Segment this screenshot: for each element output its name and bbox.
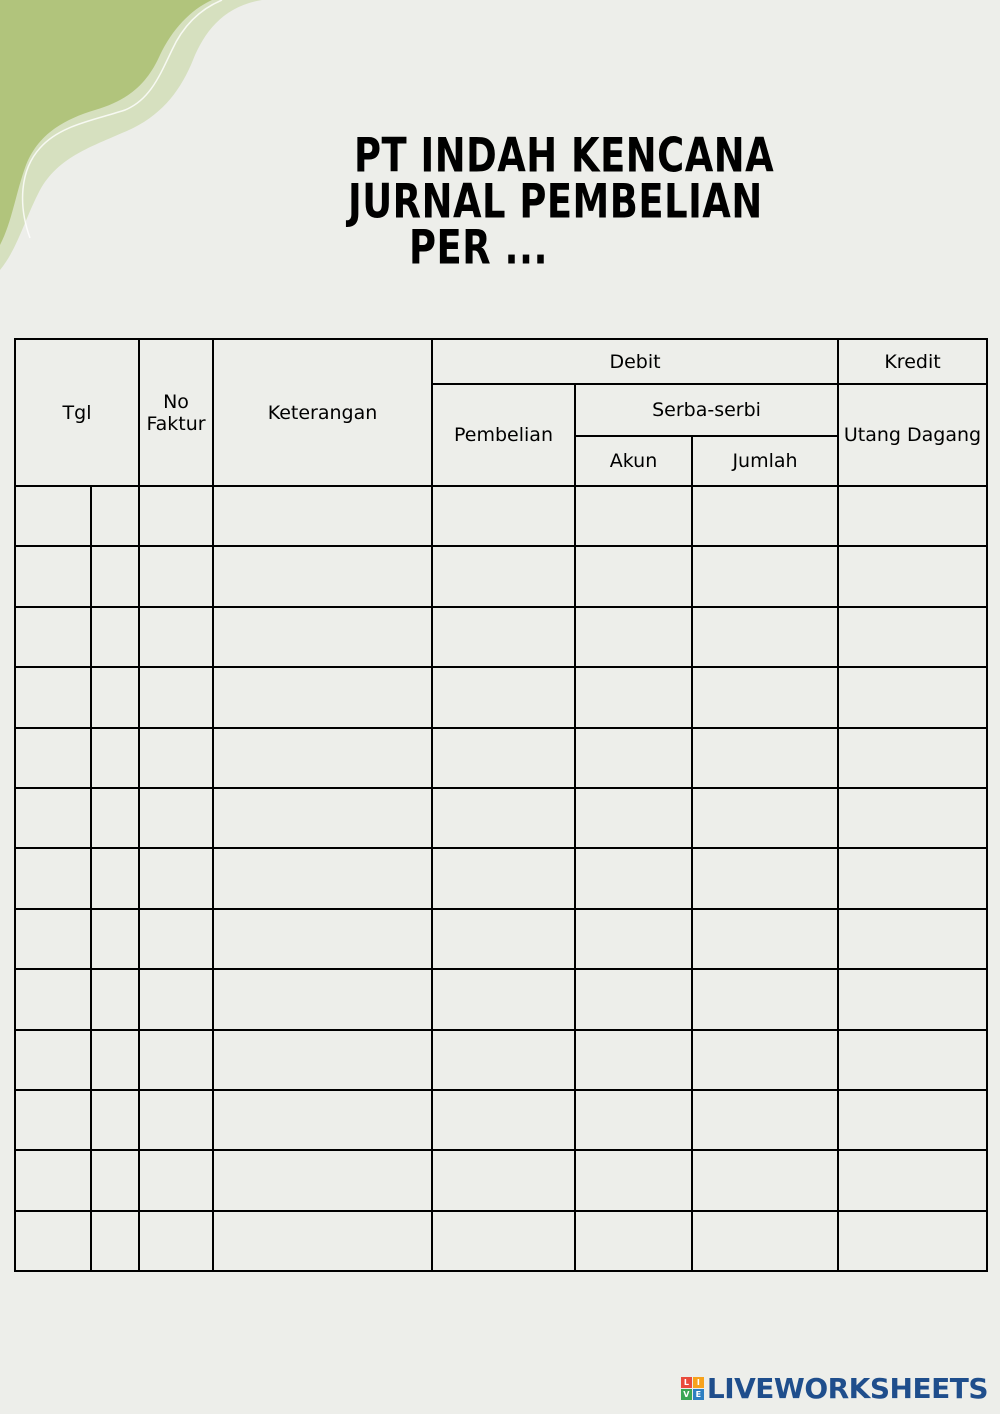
tgl-day-cell[interactable] — [91, 486, 139, 546]
jumlah-cell[interactable] — [692, 1030, 838, 1090]
journal-row — [15, 1090, 987, 1150]
jumlah-cell[interactable] — [692, 909, 838, 969]
tgl-day-cell[interactable] — [91, 788, 139, 848]
no-faktur-cell[interactable] — [139, 1211, 213, 1271]
utang-dagang-cell[interactable] — [838, 1090, 987, 1150]
journal-row — [15, 848, 987, 908]
akun-cell[interactable] — [575, 1030, 692, 1090]
jumlah-cell[interactable] — [692, 486, 838, 546]
header-keterangan: Keterangan — [213, 339, 432, 486]
keterangan-cell[interactable] — [213, 848, 432, 908]
akun-cell[interactable] — [575, 1150, 692, 1210]
header-jumlah: Jumlah — [692, 436, 838, 486]
no-faktur-cell[interactable] — [139, 909, 213, 969]
pembelian-cell[interactable] — [432, 909, 575, 969]
tgl-day-cell[interactable] — [91, 1090, 139, 1150]
jumlah-cell[interactable] — [692, 667, 838, 727]
tgl-day-cell[interactable] — [91, 848, 139, 908]
akun-cell[interactable] — [575, 969, 692, 1029]
liveworksheets-brand: LIVEWORKSHEETS — [706, 1372, 988, 1405]
liveworksheets-logo-icon — [681, 1377, 704, 1400]
utang-dagang-cell[interactable] — [838, 1030, 987, 1090]
jumlah-cell[interactable] — [692, 788, 838, 848]
akun-cell[interactable] — [575, 667, 692, 727]
pembelian-cell[interactable] — [432, 1211, 575, 1271]
tgl-day-cell[interactable] — [91, 546, 139, 606]
keterangan-cell[interactable] — [213, 667, 432, 727]
no-faktur-cell[interactable] — [139, 486, 213, 546]
utang-dagang-cell[interactable] — [838, 848, 987, 908]
no-faktur-cell[interactable] — [139, 1090, 213, 1150]
tgl-month-cell[interactable] — [15, 1211, 91, 1271]
utang-dagang-cell[interactable] — [838, 607, 987, 667]
akun-cell[interactable] — [575, 788, 692, 848]
header-pembelian: Pembelian — [432, 384, 575, 486]
akun-cell[interactable] — [575, 848, 692, 908]
utang-dagang-cell[interactable] — [838, 1211, 987, 1271]
logo-letter-tile: I — [693, 1377, 704, 1388]
akun-cell[interactable] — [575, 1211, 692, 1271]
logo-letter-tile: V — [681, 1389, 692, 1400]
header-akun: Akun — [575, 436, 692, 486]
jumlah-cell[interactable] — [692, 1150, 838, 1210]
journal-row — [15, 788, 987, 848]
pembelian-cell[interactable] — [432, 728, 575, 788]
pembelian-cell[interactable] — [432, 486, 575, 546]
journal-row — [15, 546, 987, 606]
corner-wave-decoration — [0, 0, 270, 280]
tgl-month-cell[interactable] — [15, 969, 91, 1029]
jumlah-cell[interactable] — [692, 607, 838, 667]
keterangan-cell[interactable] — [213, 546, 432, 606]
tgl-day-cell[interactable] — [91, 909, 139, 969]
journal-row — [15, 1211, 987, 1271]
pembelian-cell[interactable] — [432, 667, 575, 727]
pembelian-cell[interactable] — [432, 607, 575, 667]
tgl-day-cell[interactable] — [91, 969, 139, 1029]
no-faktur-cell[interactable] — [139, 969, 213, 1029]
journal-body — [15, 486, 987, 1271]
utang-dagang-cell[interactable] — [838, 486, 987, 546]
journal-row — [15, 969, 987, 1029]
tgl-month-cell[interactable] — [15, 1150, 91, 1210]
journal-row — [15, 1030, 987, 1090]
tgl-day-cell[interactable] — [91, 728, 139, 788]
tgl-month-cell[interactable] — [15, 728, 91, 788]
keterangan-cell[interactable] — [213, 728, 432, 788]
header-utang-dagang: Utang Dagang — [838, 384, 987, 486]
journal-row — [15, 909, 987, 969]
no-faktur-cell[interactable] — [139, 1030, 213, 1090]
header-debit: Debit — [432, 339, 838, 384]
keterangan-cell[interactable] — [213, 1150, 432, 1210]
utang-dagang-cell[interactable] — [838, 728, 987, 788]
logo-letter-tile: L — [681, 1377, 692, 1388]
keterangan-cell[interactable] — [213, 1090, 432, 1150]
tgl-month-cell[interactable] — [15, 848, 91, 908]
akun-cell[interactable] — [575, 909, 692, 969]
utang-dagang-cell[interactable] — [838, 667, 987, 727]
no-faktur-cell[interactable] — [139, 546, 213, 606]
utang-dagang-cell[interactable] — [838, 1150, 987, 1210]
journal-title: JURNAL PEMBELIAN — [348, 174, 763, 230]
tgl-month-cell[interactable] — [15, 788, 91, 848]
pembelian-cell[interactable] — [432, 1030, 575, 1090]
keterangan-cell[interactable] — [213, 909, 432, 969]
utang-dagang-cell[interactable] — [838, 788, 987, 848]
logo-letter-tile: E — [693, 1389, 704, 1400]
jumlah-cell[interactable] — [692, 969, 838, 1029]
tgl-month-cell[interactable] — [15, 1090, 91, 1150]
tgl-month-cell[interactable] — [15, 667, 91, 727]
jumlah-cell[interactable] — [692, 1090, 838, 1150]
tgl-month-cell[interactable] — [15, 486, 91, 546]
pembelian-cell[interactable] — [432, 1150, 575, 1210]
akun-cell[interactable] — [575, 1090, 692, 1150]
tgl-day-cell[interactable] — [91, 1211, 139, 1271]
tgl-day-cell[interactable] — [91, 607, 139, 667]
header-no-faktur — [139, 339, 213, 486]
no-faktur-cell[interactable] — [139, 607, 213, 667]
tgl-month-cell[interactable] — [15, 1030, 91, 1090]
utang-dagang-cell[interactable] — [838, 546, 987, 606]
pembelian-cell[interactable] — [432, 546, 575, 606]
header-serba-serbi: Serba-serbi — [575, 384, 838, 436]
journal-row — [15, 486, 987, 546]
journal-row — [15, 728, 987, 788]
akun-cell[interactable] — [575, 728, 692, 788]
akun-cell[interactable] — [575, 486, 692, 546]
keterangan-cell[interactable] — [213, 1211, 432, 1271]
no-faktur-cell[interactable] — [139, 848, 213, 908]
keterangan-cell[interactable] — [213, 788, 432, 848]
period-line: PER ... — [409, 220, 549, 276]
header-no-faktur-line2: Faktur — [146, 412, 206, 435]
jumlah-cell[interactable] — [692, 546, 838, 606]
company-name: PT INDAH KENCANA — [354, 128, 775, 184]
journal-row — [15, 607, 987, 667]
liveworksheets-watermark — [681, 1372, 988, 1405]
utang-dagang-cell[interactable] — [838, 969, 987, 1029]
pembelian-cell[interactable] — [432, 788, 575, 848]
no-faktur-cell[interactable] — [139, 1150, 213, 1210]
pembelian-cell[interactable] — [432, 848, 575, 908]
keterangan-cell[interactable] — [213, 1030, 432, 1090]
keterangan-cell[interactable] — [213, 607, 432, 667]
tgl-month-cell[interactable] — [15, 546, 91, 606]
tgl-day-cell[interactable] — [91, 667, 139, 727]
tgl-month-cell[interactable] — [15, 607, 91, 667]
tgl-day-cell[interactable] — [91, 1150, 139, 1210]
header-tgl: Tgl — [15, 339, 139, 486]
akun-cell[interactable] — [575, 546, 692, 606]
keterangan-cell[interactable] — [213, 969, 432, 1029]
pembelian-cell[interactable] — [432, 969, 575, 1029]
no-faktur-cell[interactable] — [139, 728, 213, 788]
header-kredit: Kredit — [838, 339, 987, 384]
jumlah-cell[interactable] — [692, 728, 838, 788]
journal-row — [15, 667, 987, 727]
utang-dagang-cell[interactable] — [838, 909, 987, 969]
tgl-month-cell[interactable] — [15, 909, 91, 969]
no-faktur-cell[interactable] — [139, 788, 213, 848]
jumlah-cell[interactable] — [692, 848, 838, 908]
header-no-faktur-line1: No — [163, 390, 189, 413]
jumlah-cell[interactable] — [692, 1211, 838, 1271]
purchase-journal-table — [14, 338, 988, 1272]
akun-cell[interactable] — [575, 607, 692, 667]
no-faktur-cell[interactable] — [139, 667, 213, 727]
tgl-day-cell[interactable] — [91, 1030, 139, 1090]
journal-row — [15, 1150, 987, 1210]
pembelian-cell[interactable] — [432, 1090, 575, 1150]
keterangan-cell[interactable] — [213, 486, 432, 546]
